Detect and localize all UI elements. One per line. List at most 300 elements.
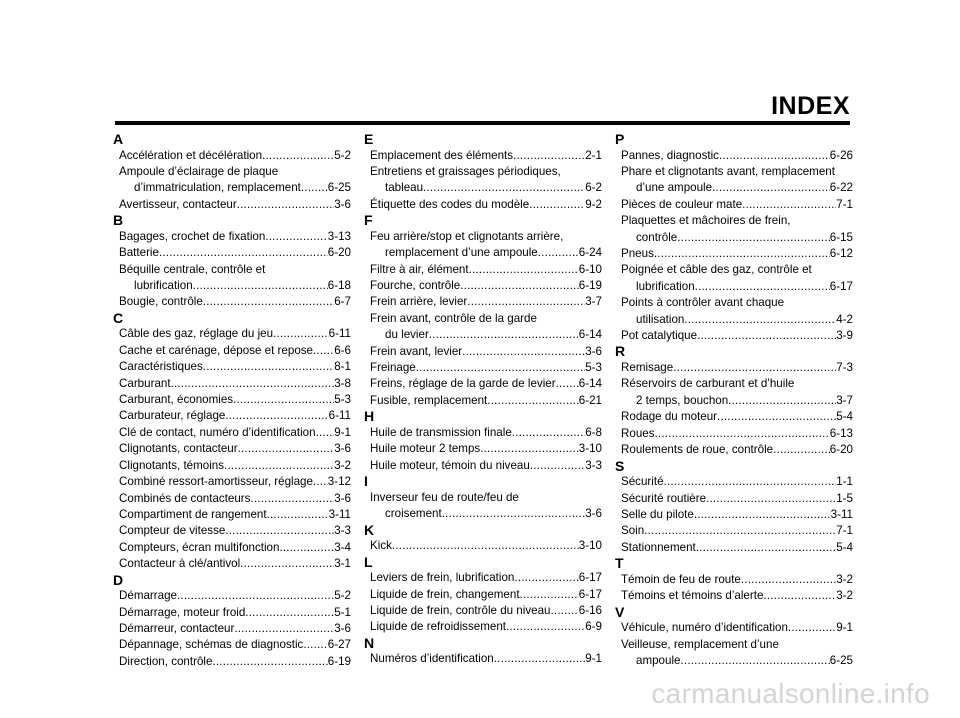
page-ref: 3-6 — [585, 344, 602, 358]
entry-line — [119, 359, 351, 375]
entry-text: Selle du pilote — [621, 507, 694, 521]
index-entry — [366, 490, 602, 523]
entry-line — [370, 425, 602, 441]
dot-leader — [203, 294, 334, 310]
entry-line — [621, 279, 853, 295]
entry-text: Freins, réglage de la garde de levier — [370, 377, 556, 391]
index-column-3 — [617, 132, 853, 669]
page-ref: 7-3 — [836, 361, 853, 375]
page-ref: 6-10 — [578, 262, 602, 276]
index-entry — [366, 603, 602, 619]
entry-text: Sécurité — [621, 475, 664, 489]
dot-leader — [712, 180, 830, 196]
dot-leader — [538, 245, 579, 261]
entry-line — [621, 246, 853, 262]
entry-line — [621, 393, 853, 409]
section-letter: T — [615, 555, 624, 572]
entry-text: Clé de contact, numéro d’identification — [119, 425, 316, 439]
index-entry — [115, 392, 351, 408]
page-ref: 5-1 — [334, 605, 351, 619]
entry-line — [119, 197, 351, 213]
page-ref: 5-2 — [334, 589, 351, 603]
index-entry — [115, 540, 351, 556]
entry-line — [370, 458, 602, 474]
entry-line — [119, 392, 351, 408]
entry-line — [119, 458, 351, 474]
entry-text: lubrification — [636, 279, 695, 293]
dot-leader — [696, 540, 836, 556]
dot-leader — [225, 523, 334, 539]
entry-text: Veilleuse, remplacement d’une — [621, 637, 779, 651]
page-ref: 4-2 — [836, 312, 853, 326]
entry-text: Cache et carénage, dépose et repose — [119, 343, 314, 357]
page-ref: 6-19 — [578, 279, 602, 293]
page-ref: 3-1 — [334, 557, 351, 571]
entry-text: Pannes, diagnostic — [621, 148, 719, 162]
page-ref: 3-11 — [328, 507, 351, 521]
dot-leader — [530, 458, 585, 474]
index-entry — [617, 540, 853, 556]
entry-text: Roulements de roue, contrôle — [621, 443, 774, 457]
dot-leader — [514, 570, 578, 586]
index-entry — [617, 426, 853, 442]
entry-line — [370, 570, 602, 586]
index-entry — [115, 637, 351, 653]
dot-leader — [697, 328, 836, 344]
page-ref: 6-17 — [578, 587, 602, 601]
entry-line — [119, 605, 351, 621]
index-entry — [617, 637, 853, 670]
entry-text: utilisation — [636, 312, 685, 326]
entry-line — [621, 328, 853, 344]
dot-leader — [193, 278, 328, 294]
entry-text: Véhicule, numéro d’identification — [621, 621, 788, 635]
page-ref: 6-26 — [829, 148, 853, 162]
watermark: carmanualsonline.info — [651, 678, 930, 709]
entry-line — [119, 408, 351, 424]
entry-line — [621, 360, 853, 376]
entry-line — [370, 587, 602, 603]
page-ref: 3-4 — [334, 540, 351, 554]
entry-text: Carburant, économies — [119, 393, 234, 407]
index-entry — [617, 246, 853, 262]
page-ref: 9-1 — [334, 425, 351, 439]
page-ref: 3-2 — [334, 458, 351, 472]
index-entry — [115, 507, 351, 523]
index-entry — [617, 328, 853, 344]
page-ref: 6-20 — [829, 443, 853, 457]
entry-text: Soin — [621, 524, 645, 538]
dot-leader — [442, 506, 586, 522]
page-ref: 5-3 — [585, 361, 602, 375]
dot-leader — [301, 180, 328, 196]
entry-text: Témoin de feu de route — [621, 572, 741, 586]
index-entry — [617, 360, 853, 376]
dot-leader — [171, 376, 335, 392]
entry-text: d’immatriculation, remplacement — [134, 181, 301, 195]
entry-text: Liquide de frein, contrôle du niveau — [370, 603, 551, 617]
index-entry — [366, 164, 602, 197]
entry-text: Points à contrôler avant chaque — [621, 296, 785, 310]
dot-leader — [262, 148, 334, 164]
entry-text: Plaquettes et mâchoires de frein, — [621, 214, 791, 228]
entry-line — [119, 556, 351, 572]
entry-text: croisement — [385, 507, 442, 521]
index-entry — [115, 343, 351, 359]
entry-line — [370, 180, 602, 196]
entry-text: Combiné ressort-amortisseur, réglage — [119, 475, 313, 489]
index-entry — [115, 164, 351, 197]
index-entry — [115, 408, 351, 424]
dot-leader — [416, 360, 585, 376]
section-letter: P — [615, 131, 625, 147]
page-title: INDEX — [771, 92, 850, 120]
entry-text: Frein avant, levier — [370, 344, 463, 358]
dot-leader — [494, 651, 586, 667]
entry-line — [621, 148, 853, 164]
entry-line — [370, 197, 602, 213]
page-ref: 3-7 — [585, 295, 602, 309]
entry-line — [621, 409, 853, 425]
entry-text: Accélération et décélération — [119, 148, 263, 162]
entry-line — [370, 360, 602, 376]
entry-text: Câble des gaz, réglage du jeu — [119, 327, 274, 341]
entry-line — [119, 245, 351, 261]
entry-text: Kick — [370, 539, 392, 553]
dot-leader — [741, 572, 836, 588]
dot-leader — [177, 588, 334, 604]
entry-line — [370, 376, 602, 392]
entry-line — [621, 620, 853, 636]
entry-text: Feu arrière/stop et clignotants arrière, — [370, 229, 564, 243]
dot-leader — [673, 360, 836, 376]
entry-text: Carburant — [119, 376, 171, 390]
entry-text: Entretiens et graissages périodiques, — [370, 165, 561, 178]
dot-leader — [513, 148, 585, 164]
entry-text: Roues — [621, 426, 655, 440]
dot-leader — [159, 245, 328, 261]
section-letter: K — [364, 521, 375, 538]
entry-text: tableau — [385, 181, 424, 195]
index-entry — [366, 360, 602, 376]
entry-line — [119, 343, 351, 359]
index-entry — [366, 148, 602, 164]
section-letter: H — [364, 408, 375, 425]
dot-leader — [728, 393, 836, 409]
page-ref: 3-3 — [585, 458, 602, 472]
dot-leader — [556, 376, 579, 392]
dot-leader — [225, 408, 328, 424]
entry-line — [119, 637, 351, 653]
page-ref: 5-4 — [836, 540, 853, 554]
entry-text: Béquille centrale, contrôle et — [119, 262, 266, 276]
entry-line — [119, 425, 351, 441]
index-entry — [115, 605, 351, 621]
index-entry — [617, 523, 853, 539]
index-entry — [366, 619, 602, 635]
page-ref: 3-10 — [578, 539, 602, 553]
entry-line — [119, 491, 351, 507]
entry-text: Huile moteur 2 temps — [370, 442, 481, 456]
dot-leader — [212, 654, 327, 670]
entry-line — [370, 393, 602, 409]
entry-text: d’une ampoule — [636, 181, 713, 195]
dot-leader — [788, 620, 836, 636]
page-ref: 3-6 — [334, 442, 351, 456]
entry-line — [119, 376, 351, 392]
entry-text: Clignotants, témoins — [119, 458, 225, 472]
index-entry — [366, 278, 602, 294]
entry-text: Filtre à air, élément — [370, 262, 469, 276]
page-ref: 6-12 — [829, 247, 853, 261]
dot-leader — [265, 229, 327, 245]
page-ref: 3-6 — [334, 197, 351, 211]
entry-text: Ampoule d’éclairage de plaque — [119, 165, 279, 178]
page-ref: 6-25 — [327, 181, 351, 195]
page-ref: 1-1 — [836, 475, 853, 489]
index-entry — [115, 229, 351, 245]
entry-line — [370, 278, 602, 294]
section-letter: A — [113, 131, 124, 147]
entry-line — [621, 588, 853, 604]
entry-text: Avertisseur, contacteur — [119, 197, 237, 211]
index-entry — [115, 654, 351, 670]
entry-text: Compteurs, écran multifonction — [119, 540, 280, 554]
entry-line — [621, 507, 853, 523]
entry-line — [621, 572, 853, 588]
dot-leader — [316, 425, 335, 441]
section-letter: F — [364, 212, 373, 229]
entry-line — [119, 441, 351, 457]
entry-line — [370, 603, 602, 619]
entry-text: Carburateur, réglage — [119, 409, 226, 423]
index-entry — [115, 262, 351, 295]
index-entry — [115, 148, 351, 164]
entry-line — [119, 148, 351, 164]
page-ref: 6-8 — [585, 425, 602, 439]
entry-line — [119, 294, 351, 310]
index-entry — [617, 409, 853, 425]
dot-leader — [654, 246, 830, 262]
index-entry — [617, 148, 853, 164]
dot-leader — [234, 621, 334, 637]
index-entry — [115, 621, 351, 637]
index-entry — [115, 425, 351, 441]
page-ref: 6-18 — [327, 279, 351, 293]
page-ref: 3-13 — [327, 229, 351, 243]
dot-leader — [719, 148, 830, 164]
dot-leader — [238, 441, 335, 457]
index-entry — [617, 262, 853, 295]
entry-text: Compartiment de rangement — [119, 507, 267, 521]
entry-line — [621, 230, 853, 246]
entry-line — [119, 621, 351, 637]
section-letter: D — [113, 571, 124, 588]
entry-line — [119, 326, 351, 342]
page-ref: 6-19 — [327, 654, 351, 668]
index-entry — [115, 197, 351, 213]
dot-leader — [423, 180, 585, 196]
page-ref: 6-27 — [327, 638, 351, 652]
entry-line — [370, 148, 602, 164]
dot-leader — [392, 538, 579, 554]
section-letter: R — [615, 343, 626, 360]
page-ref: 3-3 — [334, 524, 351, 538]
index-entry — [366, 570, 602, 586]
dot-leader — [512, 425, 585, 441]
index-entry — [617, 213, 853, 246]
entry-text: Dépannage, schémas de diagnostic — [119, 638, 304, 652]
index-entry — [366, 344, 602, 360]
entry-text: Numéros d’identification — [370, 652, 494, 666]
index-entry — [366, 441, 602, 457]
page-ref: 5-4 — [836, 410, 853, 424]
index-column-1 — [115, 132, 351, 670]
entry-line — [370, 538, 602, 554]
dot-leader — [250, 491, 334, 507]
page-ref: 6-16 — [578, 603, 602, 617]
page-ref: 6-25 — [829, 653, 853, 667]
index-entry — [366, 587, 602, 603]
index-entry — [115, 441, 351, 457]
dot-leader — [267, 507, 329, 523]
section-letter: C — [113, 309, 124, 326]
index-entry — [617, 572, 853, 588]
entry-text: Fusible, remplacement — [370, 393, 488, 407]
entry-line — [370, 344, 602, 360]
index-entry — [115, 491, 351, 507]
page-ref: 8-1 — [334, 360, 351, 374]
entry-line — [119, 540, 351, 556]
entry-text: lubrification — [134, 279, 193, 293]
index-entry — [366, 294, 602, 310]
entry-text: Frein avant, contrôle de la garde — [370, 311, 537, 325]
dot-leader — [695, 279, 830, 295]
entry-line — [119, 507, 351, 523]
entry-line — [119, 180, 351, 196]
entry-line — [370, 506, 602, 522]
entry-line — [119, 523, 351, 539]
dot-leader — [313, 474, 328, 490]
index-entry — [617, 197, 853, 213]
page-ref: 6-15 — [829, 230, 853, 244]
page-ref: 3-6 — [585, 507, 602, 521]
page-ref: 7-1 — [836, 197, 853, 211]
dot-leader — [279, 540, 334, 556]
entry-text: ampoule — [636, 653, 681, 667]
entry-line — [621, 180, 853, 196]
section-letter: L — [364, 553, 373, 570]
index-entry — [617, 442, 853, 458]
dot-leader — [529, 197, 585, 213]
entry-text: Bagages, crochet de fixation — [119, 229, 266, 243]
index-entry — [366, 651, 602, 667]
index-entry — [617, 588, 853, 604]
entry-text: Clignotants, contacteur — [119, 442, 238, 456]
dot-leader — [203, 359, 334, 375]
dot-leader — [742, 197, 836, 213]
entry-text: Caractéristiques — [119, 360, 203, 374]
page-ref: 6-14 — [578, 328, 602, 342]
page-ref: 9-1 — [585, 652, 602, 666]
index-entry — [115, 523, 351, 539]
dot-leader — [224, 458, 334, 474]
index-entry — [366, 262, 602, 278]
index-entry — [617, 376, 853, 409]
dot-leader — [487, 393, 579, 409]
dot-leader — [303, 637, 327, 653]
dot-leader — [763, 588, 836, 604]
index-entry — [115, 588, 351, 604]
page-ref: 3-2 — [836, 572, 853, 586]
entry-text: Remisage — [621, 361, 674, 375]
entry-text: Bougie, contrôle — [119, 295, 203, 309]
entry-line — [621, 523, 853, 539]
dot-leader — [469, 262, 579, 278]
dot-leader — [677, 230, 830, 246]
dot-leader — [233, 392, 334, 408]
entry-text: Réservoirs de carburant et d’huile — [621, 377, 795, 391]
page-ref: 1-5 — [836, 491, 853, 505]
page-ref: 9-1 — [836, 621, 853, 635]
index-entry — [115, 294, 351, 310]
entry-text: Fourche, contrôle — [370, 279, 461, 293]
entry-text: Freinage — [370, 361, 416, 375]
section-letter: E — [364, 131, 374, 147]
page-ref: 3-10 — [578, 442, 602, 456]
entry-line — [621, 426, 853, 442]
entry-text: Frein arrière, levier — [370, 295, 468, 309]
entry-line — [119, 474, 351, 490]
entry-text: Démarrage — [119, 589, 177, 603]
index-entry — [366, 376, 602, 392]
page-ref: 3-12 — [327, 475, 351, 489]
page-ref: 6-17 — [578, 571, 602, 585]
dot-leader — [717, 409, 836, 425]
dot-leader — [506, 619, 585, 635]
entry-line — [119, 588, 351, 604]
dot-leader — [273, 326, 329, 342]
index-entry — [366, 229, 602, 262]
entry-text: Emplacement des éléments — [370, 148, 514, 162]
entry-text: Liquide de frein, changement — [370, 587, 520, 601]
page-ref: 6-21 — [578, 393, 602, 407]
page-ref: 3-9 — [836, 329, 853, 343]
entry-line — [119, 278, 351, 294]
title-rule — [115, 121, 850, 125]
page-ref: 3-2 — [836, 589, 853, 603]
entry-text: Stationnement — [621, 540, 696, 554]
dot-leader — [773, 442, 830, 458]
index-entry — [366, 538, 602, 554]
page-ref: 6-13 — [829, 426, 853, 440]
dot-leader — [467, 294, 585, 310]
page-ref: 6-17 — [829, 279, 853, 293]
index-entry — [115, 376, 351, 392]
dot-leader — [684, 312, 836, 328]
entry-line — [621, 197, 853, 213]
entry-text: Liquide de refroidissement — [370, 620, 506, 634]
index-entry — [617, 164, 853, 197]
entry-text: Pneus — [621, 247, 654, 261]
index-entry — [617, 474, 853, 490]
entry-line — [621, 474, 853, 490]
entry-text: Témoins et témoins d’alerte — [621, 589, 764, 603]
dot-leader — [240, 556, 334, 572]
index-entry — [115, 326, 351, 342]
entry-text: Huile de transmission finale — [370, 425, 512, 439]
dot-leader — [237, 197, 335, 213]
